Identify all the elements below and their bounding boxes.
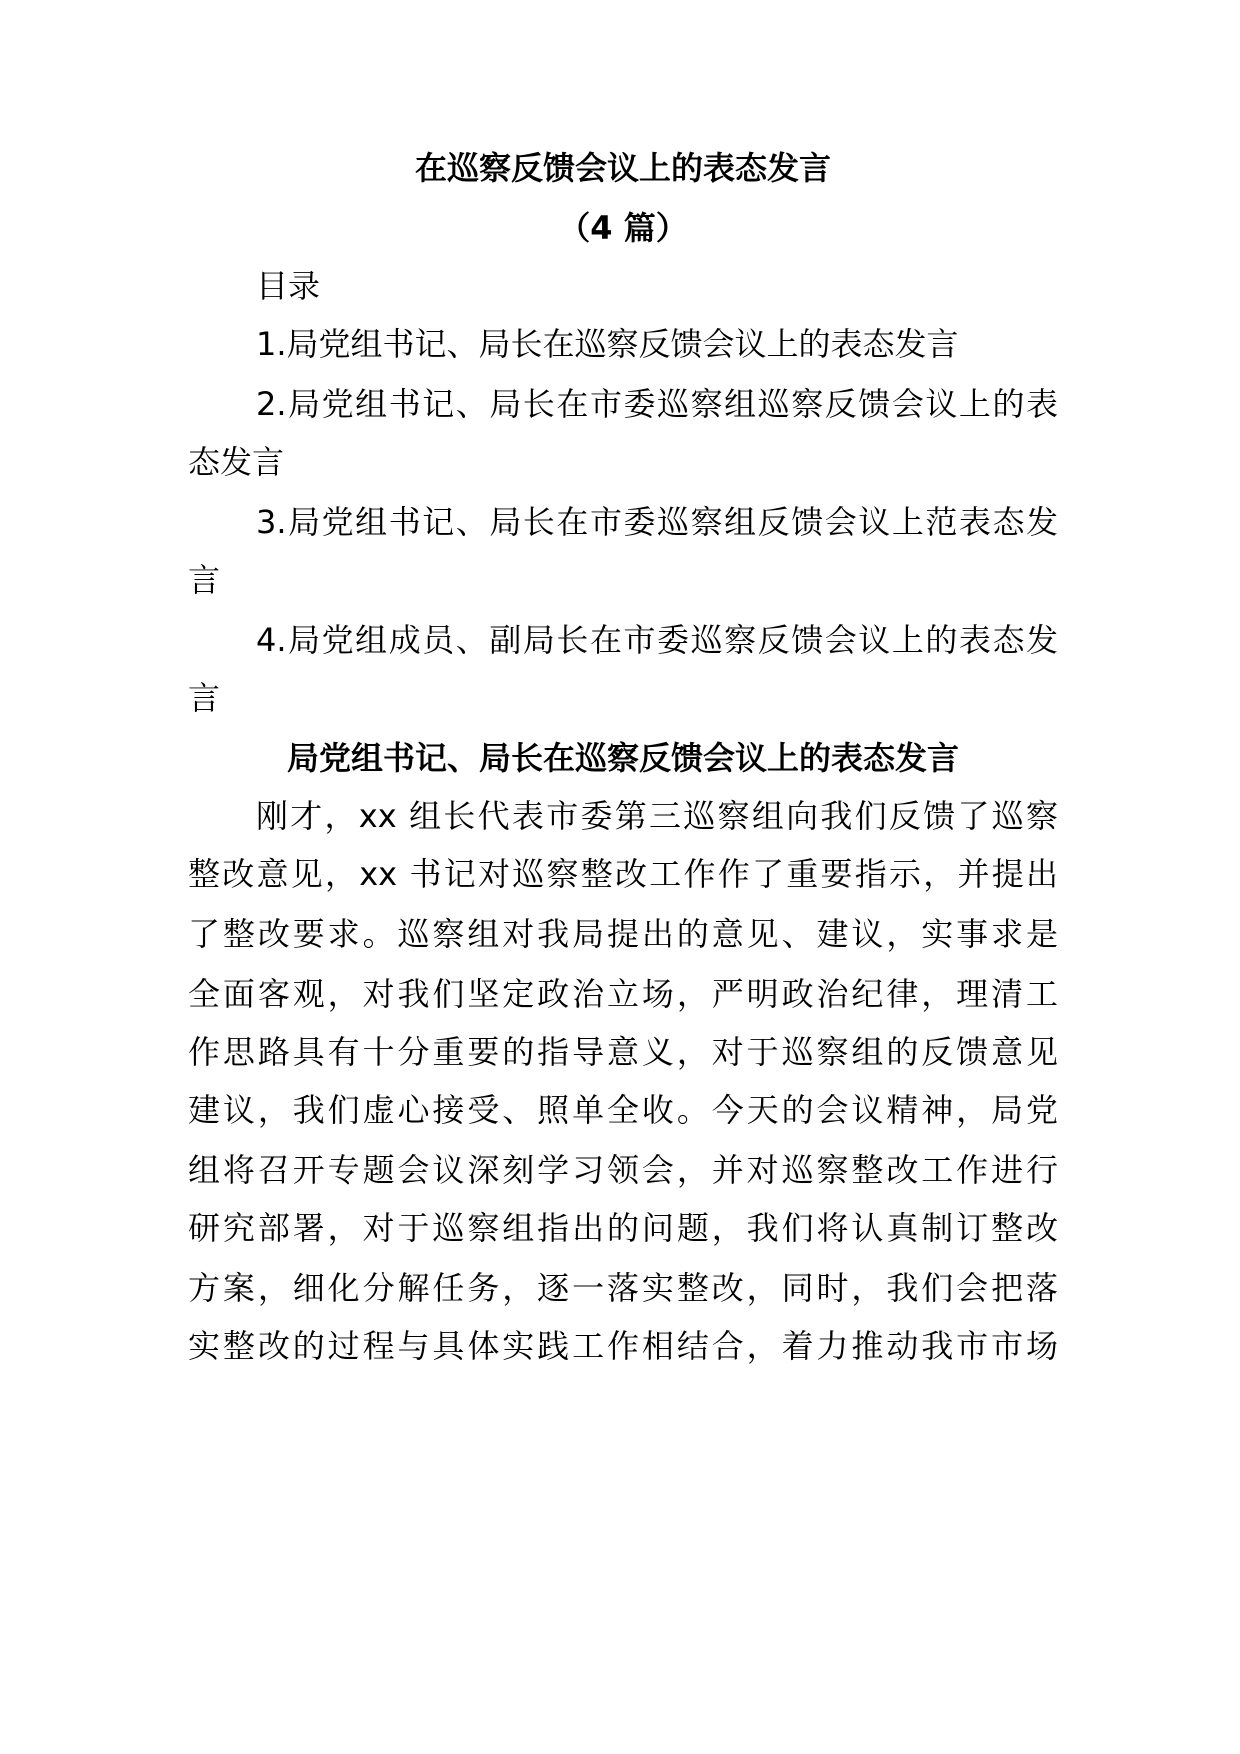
toc-item-3-continued: 言 — [188, 561, 221, 599]
body-line: 方案，细化分解任务，逐一落实整改，同时，我们会把落 — [188, 1269, 1058, 1307]
section-title: 局党组书记、局长在巡察反馈会议上的表态发言 — [286, 739, 959, 777]
body-line: 了整改要求。巡察组对我局提出的意见、建议，实事求是 — [188, 915, 1058, 953]
body-line: 组将召开专题会议深刻学习领会，并对巡察整改工作进行 — [188, 1151, 1058, 1189]
body-line: 建议，我们虚心接受、照单全收。今天的会议精神，局党 — [188, 1091, 1058, 1129]
toc-item-2: 2.局党组书记、局长在市委巡察组巡察反馈会议上的表 — [256, 385, 1058, 423]
toc-item-3: 3.局党组书记、局长在市委巡察组反馈会议上范表态发 — [256, 503, 1058, 541]
document-subtitle: （4 篇） — [558, 209, 688, 247]
toc-item-2-continued: 态发言 — [188, 443, 285, 481]
document-title: 在巡察反馈会议上的表态发言 — [414, 149, 831, 187]
body-line: 整改意见，xx 书记对巡察整改工作作了重要指示，并提出 — [188, 855, 1058, 893]
toc-item-4-continued: 言 — [188, 679, 221, 717]
toc-item-1: 1.局党组书记、局长在巡察反馈会议上的表态发言 — [256, 325, 959, 363]
body-line: 全面客观，对我们坚定政治立场，严明政治纪律，理清工 — [188, 975, 1058, 1013]
toc-heading: 目录 — [256, 267, 321, 305]
toc-item-4: 4.局党组成员、副局长在市委巡察反馈会议上的表态发 — [256, 621, 1058, 659]
body-line: 作思路具有十分重要的指导意义，对于巡察组的反馈意见 — [188, 1033, 1058, 1071]
body-line: 刚才，xx 组长代表市委第三巡察组向我们反馈了巡察 — [256, 797, 1058, 835]
body-line: 实整改的过程与具体实践工作相结合，着力推动我市市场 — [188, 1327, 1058, 1365]
body-line: 研究部署，对于巡察组指出的问题，我们将认真制订整改 — [188, 1209, 1058, 1247]
